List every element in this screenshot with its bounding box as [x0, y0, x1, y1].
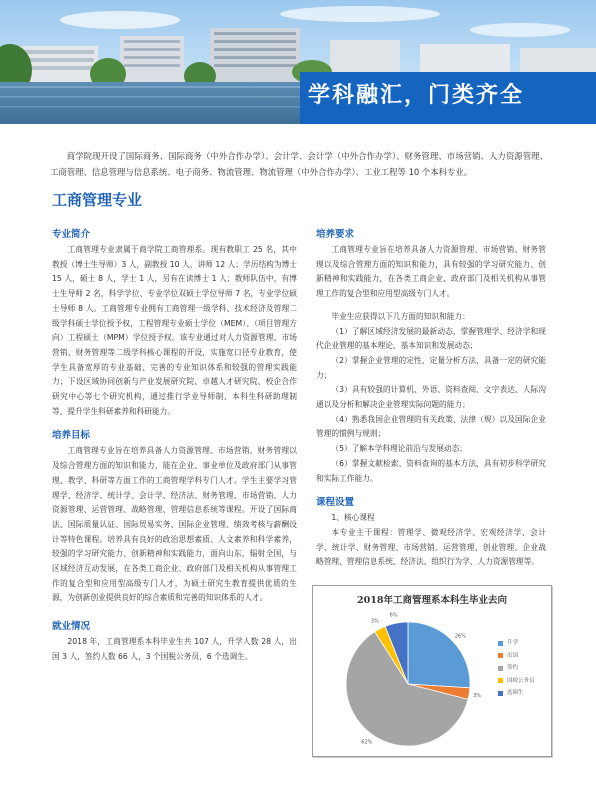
slice-data-label: 3% — [370, 618, 379, 625]
legend-item — [498, 687, 535, 700]
slice-data-label: 6% — [389, 612, 398, 619]
courses-text: 本专业主干课程：管理学、微观经济学、宏观经济学、会计学、统计学、财务管理、市场营销、运营管理、创业管理、企业战略管理、管理信息系统、经济法、组织行为学、人力资源管理等。 — [316, 527, 546, 567]
requirements-text: 工商管理专业旨在培养具备人力资源管理、市场营销、财务管理以及综合管理方面的知识和能力，具有较强的学习研究能力、创新精神和实践能力，在各类工商企业、政府部门及相关机构从事管理工作的复合型和应用型高级专门人才。 — [316, 245, 546, 299]
legend-swatch — [498, 666, 503, 671]
legend-swatch — [498, 678, 503, 683]
section-heading-requirements: 培养要求 — [316, 229, 355, 240]
legend-item — [498, 675, 535, 688]
section-heading-goal: 培养目标 — [52, 430, 91, 442]
requirements-lead: 毕业生应获得以下几方面的知识和能力： — [331, 311, 470, 321]
requirement-item: （5）了解本学科理论前沿与发展动态； — [331, 444, 467, 454]
goal-text: 工商管理专业旨在培养具备人力资源管理、市场营销、财务管理以及综合管理方面的知识和能力，能在企业、事业单位及政府部门从事管理、教学、科研等方面工作的工商管理学科专门人才。学生主要学习管理学、经济学、统计学、会计学、经济法、财务管理、市场营销、人力资源管理、运营管理、战略管理、管理信息系统等课程。开设了国际商法、国际质量认证、国际贸易实务、国际企业管理、绩效考核与薪酬设计等特色课程。培养具有良好的政治思想素质、人文素养和科学素养，较强的学习研究能力、创新精神和实践能力，面向山东，辐射全国，与区域经济互动发展，在各类工商企业、政府部门及相关机构从事管理工作的复合型和应用型高级专门人才，为硕士研究生教育提供优质的生源，为创新创业提供良好的综合素质和完善的知识体系的人才。 — [52, 446, 297, 603]
legend-item — [498, 662, 535, 675]
section-heading-courses: 课程设置 — [316, 497, 355, 509]
requirement-item: （1）了解区域经济发展的最新动态，掌握管理学、经济学和现代企业管理的基本理论、基本知识和发展动态； — [316, 326, 546, 351]
legend-swatch — [498, 641, 503, 646]
slice-data-label: 26% — [454, 633, 466, 640]
slice-data-label: 62% — [361, 739, 373, 746]
courses-subheading: 1、核心课程 — [331, 513, 375, 523]
overview-text: 工商管理专业隶属于商学院工商管理系。现有教职工 25 名，其中教授（博士生导师）3 人，副教授 10 人，讲师 12 人；学历结构为博士 15 人，硕士 8 人，学士 1 人，另有在读博士 1 人；教师队伍中，有博士生导师 2 名，科学学位、专业学位双硕士学位导师 7 名，专业学位硕士导师 8 人。工商管理专业拥有工商管理一级学科、技术经济及管理二级学科硕士学位授予权，工程管理专业硕士学位（MEM）、（项目管理方向）工程硕士（MPM）学位授予权。该专业通过对人力资源管理、市场营销、财务管理等二级学科核心课程的开设，实施宽口径专业教育，使学生具备宽厚的专业基础、完善的专业知识体系和较强的管理实践能力；下设区域协同创新与产业发展研究院、卓越人才研究院、校企合作研究中心等七个研究机构，通过推行学业导师制、本科生科研助理制等，提升学生科研素养和科研能力。 — [52, 245, 297, 416]
section-heading-employment: 就业情况 — [52, 621, 91, 633]
legend-label: 签约 — [507, 665, 519, 671]
slice-data-label: 3% — [473, 693, 482, 700]
major-title: 工商管理专业 — [52, 191, 143, 209]
legend-label: 国税公务员 — [507, 677, 535, 684]
legend-item — [498, 650, 535, 663]
requirement-item: （4）熟悉我国企业管理的有关政策、法律（规）以及国际企业管理的惯例与规则； — [316, 414, 546, 439]
requirement-item: （2）掌握企业管理的定性、定量分析方法，具备一定的研究能力； — [316, 355, 546, 380]
left-column — [52, 226, 297, 665]
intro-paragraph: 商学院现开设了国际商务、国际商务（中外合作办学）、会计学、会计学（中外合作办学）、财务管理、市场营销、人力资源管理、工商管理、信息管理与信息系统、电子商务、物流管理、物流管理（中外合作办学）、工业工程等 10 个本科专业。 — [50, 151, 548, 178]
requirement-item: （3）具有较强的计算机、外语、资料查阅、文字表达、人际沟通以及分析和解决企业管理实际问题的能力； — [316, 385, 546, 410]
legend-swatch — [498, 691, 503, 696]
banner-title: 学科融汇，门类齐全 — [308, 83, 525, 108]
section-heading-overview: 专业简介 — [52, 229, 91, 240]
chart-title: 2018年工商管理系本科生毕业去向 — [357, 595, 507, 606]
chart-legend — [498, 637, 535, 700]
requirement-item: （6）掌握文献检索、资料查询的基本方法，具有初步科学研究和实际工作能力。 — [316, 458, 546, 483]
right-column — [316, 226, 546, 570]
employment-text: 2018 年，工商管理系本科毕业生共 107 人，升学人数 28 人，出国 3 人，签约人数 66 人，3 个国税公务员，6 个选调生。 — [52, 637, 297, 661]
legend-item — [498, 637, 535, 650]
pie-chart — [312, 585, 552, 757]
legend-label: 出国 — [507, 652, 519, 659]
pie-slice — [408, 622, 470, 688]
legend-label: 升学 — [507, 640, 519, 646]
legend-label: 选调生 — [507, 690, 524, 696]
legend-swatch — [498, 653, 503, 658]
